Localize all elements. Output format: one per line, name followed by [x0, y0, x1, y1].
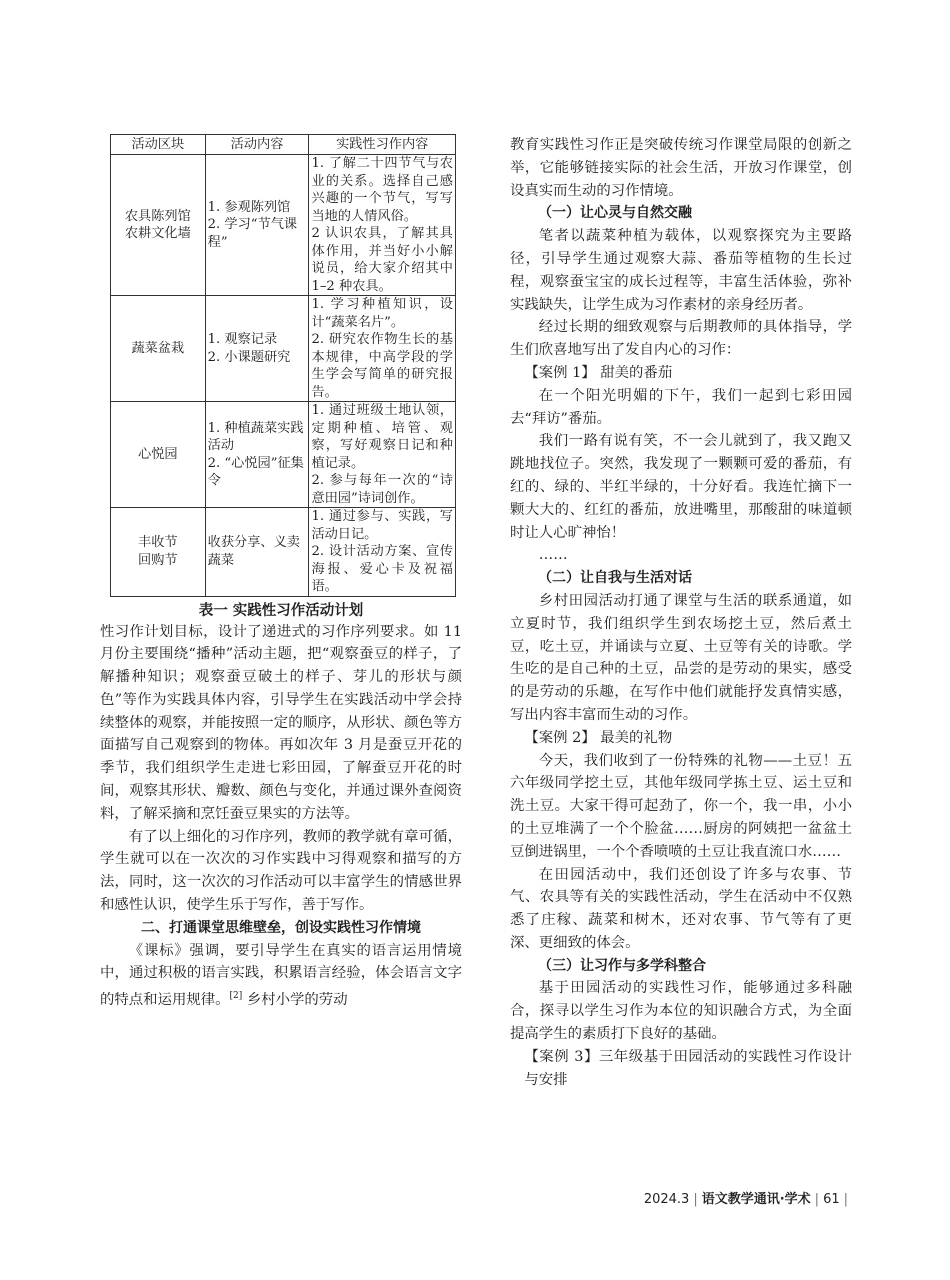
subheading-2: （二）让自我与生活对话 — [538, 570, 692, 587]
cell-writing: 1. 通过班级土地认领，定期种植、培管、观察，写好观察日记和种植记录。 2. 参与每年一次的“诗意田园”诗词创作。 — [309, 402, 456, 508]
left-paragraph-1: 性习作计划目标，设计了递进式的习作序列要求。如 11 月份主要围绕“播种”活动主题，把“观察蚕豆的样子，了解播种知识；观察蚕豆破土的样子、芽儿的形状与颜色”等作为实践具体内容，引导学生在实践活动中学会持续整体的观察，并能按照一定的顺序，从形状、颜色等方面描写自己观察到的物体。再如次年 3 月是蚕豆开花的季节，我们组织学生走进七彩田园，了解蚕豆开花的时间，观察其形状、瓣数、颜色与变化，并通过课外查阅资料，了解采摘和烹饪蚕豆果实的方法等。 — [100, 623, 462, 822]
section-heading-2: 二、打通课堂思维壁垒，创设实践性习作情境 — [141, 919, 421, 936]
cell-block: 丰收节 回购节 — [111, 508, 206, 597]
issue-number: 2024.3 — [643, 1192, 690, 1207]
cell-activity: 1. 参观陈列馆 2. 学习“节气课程” — [205, 155, 309, 296]
header-activity: 活动内容 — [205, 135, 309, 155]
cell-activity: 收获分享、义卖蔬菜 — [205, 508, 309, 597]
reference-marker: [2] — [229, 991, 243, 1002]
ellipsis: …… — [538, 547, 568, 564]
right-paragraph-3: 经过长期的细致观察与后期教师的具体指导，学生们欣喜地写出了发自内心的习作： — [510, 319, 852, 359]
table-caption: 表一 实践性习作活动计划 — [198, 602, 364, 619]
right-paragraph-8: 在田园活动中，我们还创设了许多与农事、节气、农具等有关的实践性活动，学生在活动中不仅熟悉了庄稼、蔬菜和树木，还对农事、节气等有了更深、更细致的体会。 — [510, 866, 852, 951]
case-3-title: 【案例 3】三年级基于田园活动的实践性习作设计与安排 — [524, 1048, 852, 1088]
journal-name: 语文教学通讯·学术 — [701, 1192, 811, 1207]
table-body — [111, 155, 456, 597]
left-column — [100, 134, 462, 1012]
cell-writing: 1. 学习种植知识，设计“蔬菜名片”。 2. 研究农作物生长的基本规律，中高学段的学生学会写简单的研究报告。 — [309, 296, 456, 402]
right-paragraph-6: 乡村田园活动打通了课堂与生活的联系通道，如立夏时节，我们组织学生到农场挖土豆，然后煮土豆，吃土豆，并诵读与立夏、土豆等有关的诗歌。学生吃的是自己种的土豆，品尝的是劳动的果实，感受的是劳动的乐趣，在写作中他们就能抒发真情实感，写出内容丰富而生动的习作。 — [510, 592, 852, 723]
cell-activity: 1. 种植蔬菜实践活动 2. “心悦园”征集令 — [205, 402, 309, 508]
table-header-row — [111, 135, 456, 155]
subheading-3: （三）让习作与多学科整合 — [538, 957, 706, 974]
right-paragraph-2: 笔者以蔬菜种植为载体，以观察探究为主要路径，引导学生通过观察大蒜、番茄等植物的生长过程，观察蚕宝宝的成长过程等，丰富生活体验，弥补实践缺失，让学生成为习作素材的亲身经历者。 — [510, 228, 852, 313]
header-block: 活动区块 — [111, 135, 206, 155]
right-paragraph-9: 基于田园活动的实践性习作，能够通过多科融合，探寻以学生习作为本位的知识融合方式，为全面提高学生的素质打下良好的基础。 — [510, 980, 852, 1043]
table-row — [111, 155, 456, 296]
page-footer: 2024.3 | 语文教学通讯·学术 | 61 | — [643, 1192, 848, 1207]
right-column — [510, 134, 852, 1091]
cell-writing: 1. 了解二十四节气与农业的关系。选择自己感兴趣的一个节气，写写当地的人情风俗。 2 认识农具，了解其具体作用，并当好小小解说员，给大家介绍其中 1–2 种农具。 — [309, 155, 456, 296]
activity-plan-table — [110, 134, 456, 597]
cell-writing: 1. 通过参与、实践，写活动日记。 2. 设计活动方案、宣传海报、爱心卡及祝福语。 — [309, 508, 456, 597]
case-1-title: 【案例 1】 甜美的番茄 — [524, 364, 673, 381]
case-2-paragraph: 今天，我们收到了一份特殊的礼物——土豆！五六年级同学挖土豆，其他年级同学拣土豆、运土豆和洗土豆。大家干得可起劲了，你一个，我一串，小小的土豆堆满了一个个脸盆……厨房的阿姨把一盆盆土豆倒进锅里，一个个香喷喷的土豆让我直流口水…… — [510, 752, 852, 860]
cell-block: 农具陈列馆 农耕文化墙 — [111, 155, 206, 296]
left-paragraph-2: 有了以上细化的习作序列，教师的教学就有章可循，学生就可以在一次次的习作实践中习得观察和描写的方法，同时，这一次次的习作活动可以丰富学生的情感世界和感性认识，使学生乐于写作，善于写作。 — [100, 828, 462, 914]
left-paragraph-3 — [100, 940, 462, 1012]
subheading-1: （一）让心灵与自然交融 — [538, 205, 692, 222]
table-row — [111, 508, 456, 597]
cell-block: 蔬菜盆栽 — [111, 296, 206, 402]
curriculum-quote: 《课标》强调，要引导学生在真实的语言运用情境中，通过积极的语言实践，积累语言经验，体会语言文字的特点和运用规律。 — [100, 942, 462, 1009]
page-number: 61 — [823, 1192, 840, 1207]
right-paragraph-1: 教育实践性习作正是突破传统习作课堂局限的创新之举，它能够链接实际的社会生活，开放习作课堂，创设真实而生动的习作情境。 — [510, 137, 852, 199]
left-paragraph-3-tail: 乡村小学的劳动 — [242, 992, 348, 1009]
case-2-title: 【案例 2】 最美的礼物 — [524, 729, 673, 746]
case-1-paragraph-1: 在一个阳光明媚的下午，我们一起到七彩田园去“拜访”番茄。 — [510, 387, 852, 427]
table-row — [111, 402, 456, 508]
case-1-paragraph-2: 我们一路有说有笑，不一会儿就到了，我又跑又跳地找位子。突然，我发现了一颗颗可爱的番茄，有红的、绿的、半红半绿的，十分好看。我连忙摘下一颗大大的、红红的番茄，放进嘴里，那酸甜的味道顿时让人心旷神怡！ — [510, 433, 852, 541]
table-row — [111, 296, 456, 402]
cell-block: 心悦园 — [111, 402, 206, 508]
cell-activity: 1. 观察记录 2. 小课题研究 — [205, 296, 309, 402]
header-writing: 实践性习作内容 — [309, 135, 456, 155]
